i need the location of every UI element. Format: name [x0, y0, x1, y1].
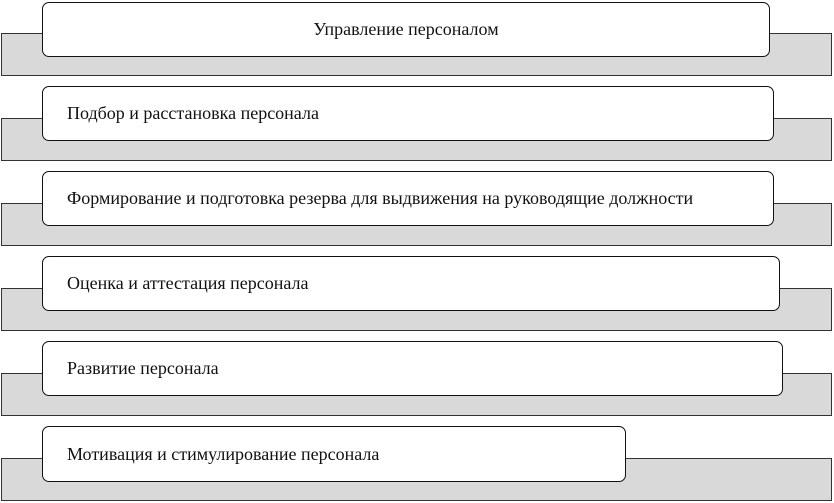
diagram-item-label: Развитие персонала — [67, 358, 219, 378]
diagram-item-box-5 — [42, 426, 626, 482]
diagram-title-box — [42, 2, 770, 57]
diagram-item-label: Подбор и расстановка персонала — [67, 103, 319, 123]
diagram-item-label: Оценка и аттестация персонала — [67, 273, 309, 293]
diagram-title: Управление персоналом — [313, 19, 499, 39]
diagram-item-box-2 — [42, 171, 774, 226]
diagram-item-label: Формирование и подготовка резерва для выдвижения на руководящие должности — [67, 188, 694, 208]
diagram-item-label: Мотивация и стимулирование персонала — [67, 443, 380, 464]
diagram-item-box-3 — [42, 256, 780, 311]
diagram-item-box-1 — [42, 86, 774, 141]
diagram-item-box-4 — [42, 341, 783, 396]
